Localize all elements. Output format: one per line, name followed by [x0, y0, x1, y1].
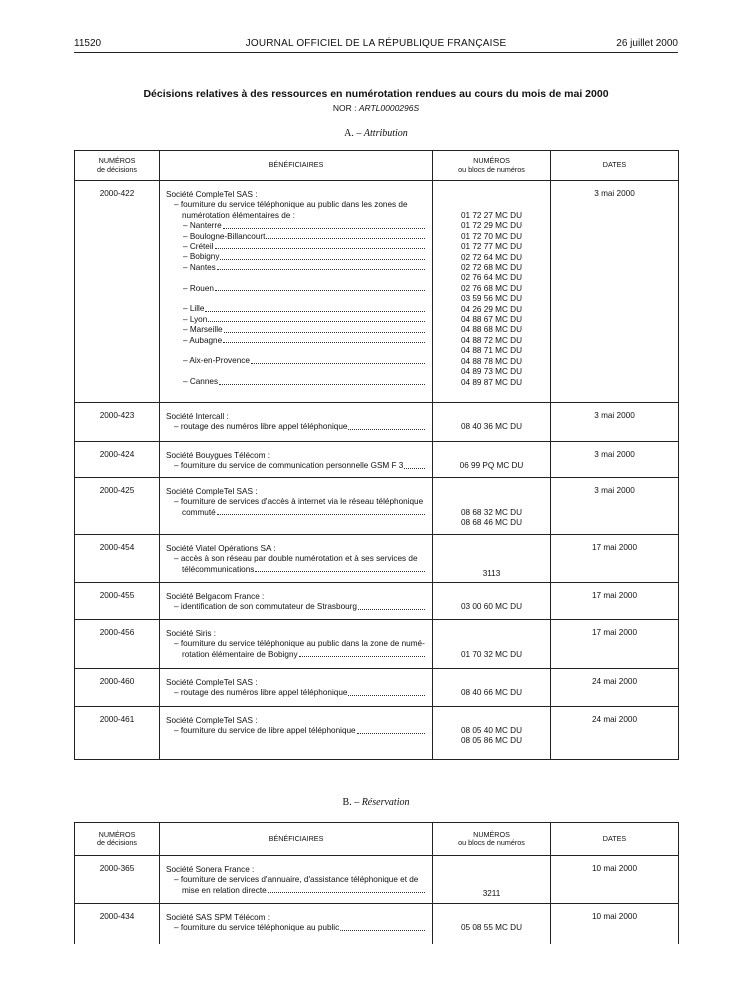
document-title: Décisions relatives à des ressources en numérotation rendues au cours du mois de mai 2000: [143, 88, 609, 100]
page-header: [74, 36, 678, 53]
beneficiaire-cell: [160, 583, 433, 620]
activity-text: – identification de son commutateur de Strasbourg: [174, 602, 357, 612]
table-row: [75, 904, 679, 944]
table-row: [75, 181, 679, 403]
spacer: [433, 411, 550, 422]
decision-date: 3 mai 2000: [551, 181, 679, 403]
number-block: 06 99 PQ MC DU: [459, 461, 524, 471]
number-block: 04 88 78 MC DU: [461, 356, 522, 366]
activity-text: – fourniture du service de communication personnelle GSM F 3: [174, 461, 404, 471]
spacer: [166, 273, 426, 283]
leader-dots: [348, 688, 425, 696]
number-block: 04 88 68 MC DU: [461, 325, 522, 335]
activity-line: – fourniture du service téléphonique au public dans la zone de numé-: [174, 639, 425, 649]
decision-number: 2000-434: [75, 904, 160, 944]
decision-date: 3 mai 2000: [551, 442, 679, 478]
number-block: 08 68 32 MC DU: [461, 507, 522, 517]
beneficiaire-cell: [160, 856, 433, 904]
col-dates: DATES: [551, 823, 679, 856]
number-block: 01 72 70 MC DU: [461, 231, 522, 241]
journal-title: JOURNAL OFFICIEL DE LA RÉPUBLIQUE FRANÇAISE: [245, 38, 507, 49]
col-decisions: NUMÉROS de décisions: [75, 823, 160, 856]
leader-dots: [224, 325, 425, 332]
number-block: 05 08 55 MC DU: [461, 923, 522, 932]
leader-dots: [266, 232, 425, 239]
decision-date: 10 mai 2000: [551, 856, 679, 904]
decision-number: 2000-461: [75, 707, 160, 760]
location-line: [166, 252, 426, 262]
location-name: – Rouen: [183, 283, 214, 293]
spacer: [433, 628, 550, 650]
leader-dots: [299, 650, 425, 658]
societe-name: Société CompleTel SAS :: [166, 190, 258, 199]
activity-line: [174, 461, 426, 472]
decision-number: 2000-424: [75, 442, 160, 478]
leader-dots: [223, 221, 425, 228]
leader-dots: [223, 336, 425, 343]
number-block: 08 05 40 MC DU: [461, 726, 522, 736]
societe-name: Société SAS SPM Télécom :: [166, 913, 271, 922]
number-block: 04 88 71 MC DU: [461, 346, 522, 356]
spacer: [433, 543, 550, 569]
location-name: – Lyon: [183, 314, 208, 324]
location-name: – Nanterre: [183, 221, 222, 231]
number-block: 01 72 29 MC DU: [461, 221, 522, 231]
activity-line: [174, 565, 426, 576]
table-row: [75, 478, 679, 535]
section-a-name: Attribution: [363, 128, 408, 139]
leader-dots: [205, 304, 425, 311]
table-row: [75, 856, 679, 904]
activity-line: [174, 923, 426, 934]
leader-dots: [404, 461, 425, 469]
numbers-cell: [433, 478, 551, 535]
number-block: 01 72 77 MC DU: [461, 242, 522, 252]
location-line: [166, 242, 426, 252]
number-block: 04 88 67 MC DU: [461, 315, 522, 325]
societe-name: Société Siris :: [166, 629, 217, 639]
number-block: 08 68 46 MC DU: [461, 518, 522, 528]
location-line: [166, 377, 426, 387]
numbers-cell: [433, 620, 551, 669]
number-block: 04 26 29 MC DU: [461, 304, 522, 314]
beneficiaire-cell: [160, 669, 433, 707]
issue-date: 26 juillet 2000: [616, 38, 678, 49]
leader-dots: [217, 508, 425, 516]
beneficiaire-cell: [160, 904, 433, 944]
attribution-table: [74, 150, 679, 760]
col-numeros: NUMÉROS ou blocs de numéros: [433, 823, 551, 856]
section-b-letter: B. –: [342, 797, 360, 808]
location-name: – Bobigny: [183, 252, 220, 262]
beneficiaire-cell: [160, 707, 433, 760]
activity-text: – fourniture du service téléphonique au public: [174, 923, 340, 932]
nor-reference: [74, 103, 678, 113]
activity-line: [174, 688, 426, 699]
spacer: [433, 591, 550, 602]
numbers-cell: [433, 583, 551, 620]
number-block: 02 72 68 MC DU: [461, 263, 522, 273]
number-block: 02 72 64 MC DU: [461, 252, 522, 262]
nor-label: NOR :: [332, 103, 357, 113]
activity-line: [174, 726, 426, 737]
spacer: [433, 715, 550, 726]
location-line: [166, 284, 426, 294]
societe-name: Société Belgacom France :: [166, 592, 265, 602]
societe-name: Société CompleTel SAS :: [166, 716, 258, 726]
activity-line: [174, 602, 426, 613]
spacer: [433, 486, 550, 508]
spacer: [166, 367, 426, 377]
nor-code: ARTL0000296S: [358, 103, 420, 113]
number-block: 03 59 56 MC DU: [461, 294, 522, 304]
number-block: 04 89 73 MC DU: [461, 367, 522, 377]
numbers-cell: [433, 707, 551, 760]
beneficiaire-cell: [160, 535, 433, 583]
location-name: – Aix-en-Provence: [183, 356, 250, 366]
spacer: [433, 677, 550, 688]
number-block: 01 72 27 MC DU: [461, 211, 522, 220]
numbers-cell: [433, 669, 551, 707]
spacer: [166, 294, 426, 304]
decision-number: 2000-423: [75, 403, 160, 442]
decision-number: 2000-365: [75, 856, 160, 904]
beneficiaire-cell: [160, 620, 433, 669]
number-block: 3113: [482, 568, 501, 578]
leader-dots: [255, 565, 425, 573]
activity-line: [174, 650, 426, 661]
number-block: 08 40 66 MC DU: [461, 688, 522, 698]
leader-dots: [215, 284, 425, 291]
decision-date: 24 mai 2000: [551, 707, 679, 760]
leader-dots: [208, 315, 425, 322]
col-dates: DATES: [551, 151, 679, 181]
beneficiaire-cell: [160, 403, 433, 442]
decision-number: 2000-460: [75, 669, 160, 707]
reservation-table: [74, 822, 679, 944]
beneficiaire-cell: [160, 478, 433, 535]
table-row: [75, 535, 679, 583]
decision-date: 3 mai 2000: [551, 478, 679, 535]
activity-text: rotation élémentaire de Bobigny: [182, 649, 298, 659]
table-row: [75, 442, 679, 478]
leader-dots: [220, 252, 425, 259]
table-row: [75, 707, 679, 760]
number-block: 02 76 64 MC DU: [461, 273, 522, 283]
societe-name: Société CompleTel SAS :: [166, 678, 258, 688]
location-name: – Boulogne-Billancourt: [183, 231, 266, 241]
spacer: [166, 388, 426, 398]
spacer: [433, 864, 550, 889]
activity-text: télécommunications: [182, 564, 255, 574]
numbers-cell: [433, 181, 551, 403]
decision-date: 17 mai 2000: [551, 620, 679, 669]
leader-dots: [358, 602, 425, 610]
activity-line: [174, 508, 426, 519]
table-row: [75, 620, 679, 669]
location-name: – Créteil: [183, 242, 214, 251]
leader-dots: [217, 263, 425, 270]
spacer: [433, 189, 550, 211]
decision-date: 24 mai 2000: [551, 669, 679, 707]
leader-dots: [268, 886, 425, 894]
section-a-heading: [74, 128, 678, 139]
decision-number: 2000-455: [75, 583, 160, 620]
decision-number: 2000-456: [75, 620, 160, 669]
beneficiaire-cell: [160, 181, 433, 403]
societe-name: Société Viatel Opérations SA :: [166, 544, 276, 554]
activity-text: – routage des numéros libre appel téléphonique: [174, 688, 348, 698]
societe-name: Société Intercall :: [166, 412, 229, 422]
location-line: [166, 325, 426, 335]
activity-text: commuté: [182, 507, 216, 517]
leader-dots: [340, 923, 425, 931]
decision-date: 3 mai 2000: [551, 403, 679, 442]
activity-text: mise en relation directe: [182, 885, 267, 895]
table-header-row: [75, 151, 679, 181]
numbers-cell: [433, 904, 551, 944]
number-block: 01 70 32 MC DU: [461, 649, 522, 659]
numbers-cell: [433, 535, 551, 583]
societe-name: Société Sonera France :: [166, 865, 255, 874]
location-name: – Lille: [183, 304, 205, 314]
numbers-cell: [433, 403, 551, 442]
col-numeros: NUMÉROS ou blocs de numéros: [433, 151, 551, 181]
decision-date: 17 mai 2000: [551, 535, 679, 583]
location-name: – Marseille: [183, 325, 223, 335]
spacer: [433, 912, 550, 923]
leader-dots: [219, 377, 425, 384]
decision-date: 17 mai 2000: [551, 583, 679, 620]
number-block: 04 89 87 MC DU: [461, 377, 522, 387]
spacer: [433, 450, 550, 461]
location-name: – Aubagne: [183, 335, 223, 345]
activity-line: – fourniture de services d'accès à internet via le réseau téléphonique: [174, 497, 424, 507]
number-block: 08 05 86 MC DU: [461, 736, 522, 746]
numbers-cell: [433, 856, 551, 904]
activity-line: – fourniture de services d'annuaire, d'assistance téléphonique et de: [174, 875, 419, 884]
decision-number: 2000-454: [75, 535, 160, 583]
location-line: [166, 336, 426, 346]
number-block: 3211: [482, 889, 501, 898]
col-beneficiaires: BÉNÉFICIAIRES: [160, 151, 433, 181]
section-a-letter: A. –: [344, 128, 362, 139]
decision-number: 2000-422: [75, 181, 160, 403]
numbers-cell: [433, 442, 551, 478]
beneficiaire-cell: [160, 442, 433, 478]
spacer: [166, 346, 426, 356]
table-row: [75, 669, 679, 707]
leader-dots: [357, 726, 425, 734]
activity-text: – routage des numéros libre appel téléphonique: [174, 422, 348, 432]
decision-date: 10 mai 2000: [551, 904, 679, 944]
location-line: [166, 356, 426, 366]
activity-line: – fourniture du service téléphonique au public dans les zones de: [174, 200, 408, 209]
location-line: [166, 263, 426, 273]
activity-line: [174, 422, 426, 433]
number-block: 02 76 68 MC DU: [461, 283, 522, 293]
section-b-heading: [74, 797, 678, 808]
societe-name: Société Bouygues Télécom :: [166, 451, 271, 461]
table-row: [75, 403, 679, 442]
activity-text: – fourniture du service de libre appel téléphonique: [174, 726, 356, 736]
page-number: 11520: [74, 38, 102, 49]
location-line: [166, 232, 426, 242]
location-name: – Cannes: [183, 377, 219, 387]
col-decisions: NUMÉROS de décisions: [75, 151, 160, 181]
location-name: – Nantes: [183, 262, 216, 272]
location-line: [166, 221, 426, 231]
decision-number: 2000-425: [75, 478, 160, 535]
table-header-row: [75, 823, 679, 856]
number-block: 04 88 72 MC DU: [461, 335, 522, 345]
leader-dots: [348, 422, 425, 430]
col-beneficiaires: BÉNÉFICIAIRES: [160, 823, 433, 856]
activity-line: – accès à son réseau par double numérotation et à ses services de: [174, 554, 418, 564]
table-row: [75, 583, 679, 620]
societe-name: Société CompleTel SAS :: [166, 487, 258, 497]
leader-dots: [215, 242, 426, 249]
section-b-name: Réservation: [361, 797, 410, 808]
activity-line: [174, 886, 426, 897]
activity-line: numérotation élémentaires de :: [182, 210, 295, 220]
leader-dots: [251, 356, 425, 363]
number-block: 08 40 36 MC DU: [461, 422, 522, 432]
number-block: 03 00 60 MC DU: [461, 602, 522, 612]
location-line: [166, 315, 426, 325]
location-line: [166, 304, 426, 314]
